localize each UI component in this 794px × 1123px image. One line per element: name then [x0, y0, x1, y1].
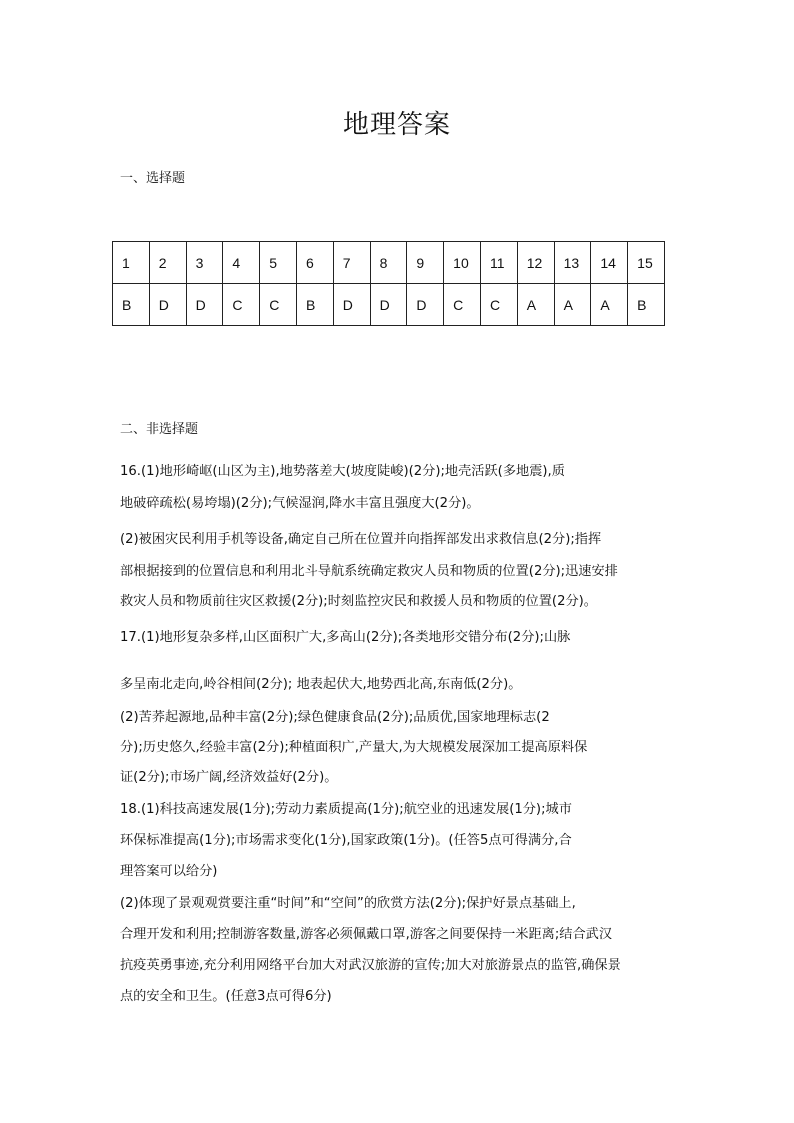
- answer-line: 理答案可以给分): [120, 864, 218, 879]
- answer-line: 救灾人员和物质前往灾区救援(2分);时刻监控灾民和救援人员和物质的位置(2分)。: [120, 594, 597, 609]
- answer-cell: D: [333, 284, 370, 326]
- answer-line: (2)体现了景观观赏要注重“时间”和“空间”的欣赏方法(2分);保护好景点基础上,: [120, 896, 576, 911]
- section-heading-non-choice: 二、非选择题: [120, 422, 199, 437]
- answer-line: 多呈南北走向,岭谷相间(2分); 地表起伏大,地势西北高,东南低(2分)。: [120, 677, 522, 692]
- answer-line: (2)被困灾民利用手机等设备,确定自己所在位置并向指挥部发出求救信息(2分);指挥: [120, 532, 602, 547]
- question-number: 9: [407, 242, 444, 284]
- table-row-answers: [113, 284, 665, 326]
- question-number: 8: [370, 242, 407, 284]
- answer-cell: D: [407, 284, 444, 326]
- answer-line: 地破碎疏松(易垮塌)(2分);气候湿润,降水丰富且强度大(2分)。: [120, 496, 480, 511]
- question-number: 2: [149, 242, 186, 284]
- answer-cell: B: [113, 284, 150, 326]
- answer-cell: A: [554, 284, 591, 326]
- question-number: 3: [186, 242, 223, 284]
- question-number: 6: [296, 242, 333, 284]
- answer-line: 点的安全和卫生。(任意3点可得6分): [120, 989, 332, 1004]
- table-row-numbers: [113, 242, 665, 284]
- answer-cell: C: [260, 284, 297, 326]
- answer-cell: D: [149, 284, 186, 326]
- answer-cell: B: [296, 284, 333, 326]
- answer-cell: A: [591, 284, 628, 326]
- question-number: 12: [517, 242, 554, 284]
- answer-line: 17.(1)地形复杂多样,山区面积广大,多高山(2分);各类地形交错分布(2分);山脉: [120, 630, 571, 645]
- answer-line: 16.(1)地形崎岖(山区为主),地势落差大(坡度陡峻)(2分);地壳活跃(多地震),质: [120, 464, 565, 479]
- answer-line: 18.(1)科技高速发展(1分);劳动力素质提高(1分);航空业的迅速发展(1分);城市: [120, 802, 572, 817]
- answer-cell: A: [517, 284, 554, 326]
- question-number: 5: [260, 242, 297, 284]
- answer-cell: D: [186, 284, 223, 326]
- question-number: 4: [223, 242, 260, 284]
- question-number: 10: [444, 242, 481, 284]
- document-title: 地理答案: [342, 110, 451, 140]
- answer-cell: D: [370, 284, 407, 326]
- answer-table: [112, 241, 665, 326]
- question-number: 1: [113, 242, 150, 284]
- answer-cell: C: [480, 284, 517, 326]
- answer-line: 合理开发和利用;控制游客数量,游客必须佩戴口罩,游客之间要保持一米距离;结合武汉: [120, 927, 613, 942]
- answer-cell: B: [628, 284, 665, 326]
- question-number: 11: [480, 242, 517, 284]
- question-number: 13: [554, 242, 591, 284]
- answer-line: 分);历史悠久,经验丰富(2分);种植面积广,产量大,为大规模发展深加工提高原料保: [120, 740, 588, 755]
- answer-cell: C: [223, 284, 260, 326]
- question-number: 15: [628, 242, 665, 284]
- answer-line: (2)苦荞起源地,品种丰富(2分);绿色健康食品(2分);品质优,国家地理标志(2: [120, 710, 550, 725]
- answer-cell: C: [444, 284, 481, 326]
- answer-line: 证(2分);市场广阔,经济效益好(2分)。: [120, 770, 338, 785]
- section-heading-multiple-choice: 一、选择题: [120, 171, 186, 186]
- question-number: 14: [591, 242, 628, 284]
- question-number: 7: [333, 242, 370, 284]
- answer-line: 环保标准提高(1分);市场需求变化(1分),国家政策(1分)。(任答5点可得满分,合: [120, 833, 572, 848]
- answer-line: 部根据接到的位置信息和利用北斗导航系统确定救灾人员和物质的位置(2分);迅速安排: [120, 564, 618, 579]
- answer-line: 抗疫英勇事迹,充分利用网络平台加大对武汉旅游的宣传;加大对旅游景点的监管,确保景: [120, 958, 621, 973]
